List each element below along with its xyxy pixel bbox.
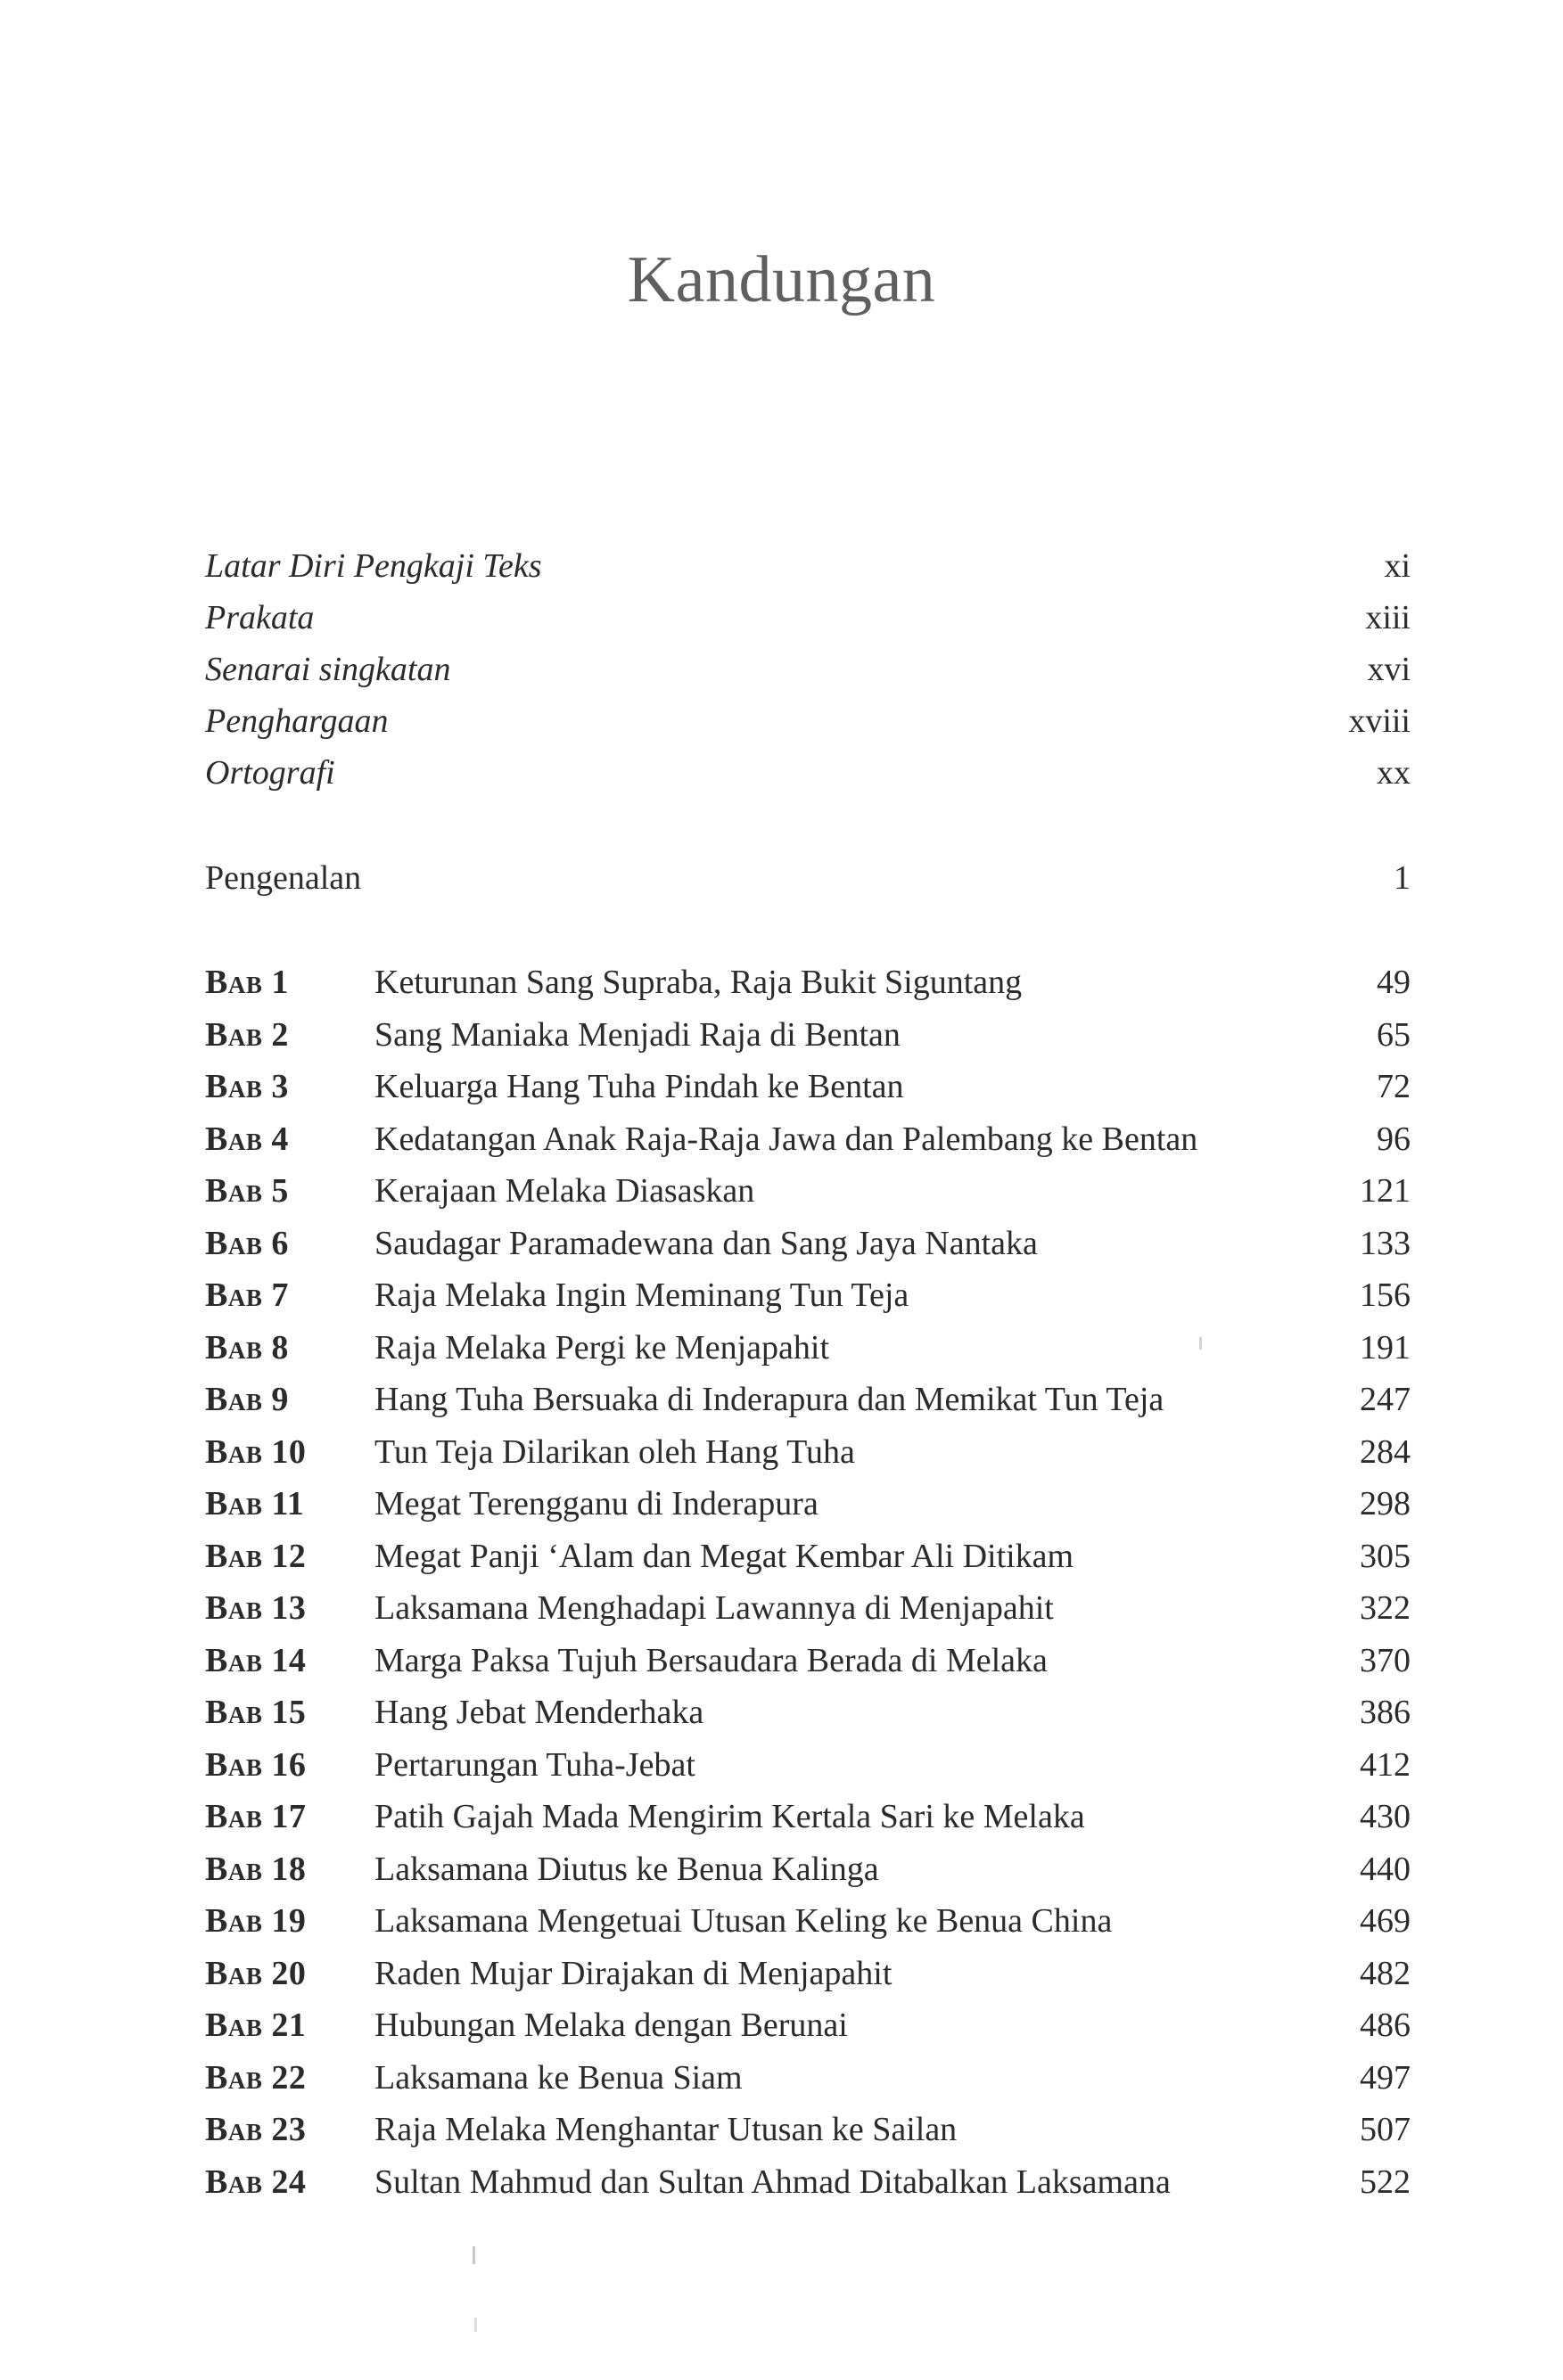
chapter-number: Bab 7 xyxy=(205,1276,289,1314)
scan-artifact xyxy=(1199,1337,1202,1350)
chapter-title: Hang Jebat Menderhaka xyxy=(374,1694,704,1731)
chapter-entry[interactable] xyxy=(205,1478,1411,1530)
page-number: 482 xyxy=(1360,1954,1411,1992)
chapter-number: Bab 9 xyxy=(205,1381,289,1418)
chapter-number: Bab 16 xyxy=(205,1745,307,1784)
chapter-number: Bab 2 xyxy=(205,1015,289,1054)
chapter-number: Bab 13 xyxy=(205,1589,307,1627)
page-number: 305 xyxy=(1360,1537,1411,1575)
chapter-title: Laksamana Mengetuai Utusan Keling ke Benua China xyxy=(374,1902,1113,1940)
introduction-entry[interactable] xyxy=(205,852,1411,904)
chapter-entry[interactable] xyxy=(205,1635,1411,1687)
chapter-number: Bab 3 xyxy=(205,1068,289,1105)
chapter-title: Laksamana Menghadapi Lawannya di Menjapahit xyxy=(374,1589,1054,1627)
page-title: Kandungan xyxy=(627,243,936,316)
page-number: 298 xyxy=(1360,1485,1411,1522)
chapter-entry[interactable] xyxy=(205,1165,1411,1217)
entry-label: Senarai singkatan xyxy=(205,651,451,688)
chapter-entry[interactable] xyxy=(205,1999,1411,2051)
chapter-number: Bab 14 xyxy=(205,1641,307,1679)
chapter-number: Bab 17 xyxy=(205,1798,307,1835)
chapter-entry[interactable] xyxy=(205,1895,1411,1947)
chapter-title: Megat Terengganu di Inderapura xyxy=(374,1485,819,1522)
chapter-title: Marga Paksa Tujuh Bersaudara Berada di Melaka xyxy=(374,1641,1048,1679)
front-matter-entry[interactable] xyxy=(205,747,1411,799)
front-matter-entry[interactable] xyxy=(205,644,1411,695)
chapter-number: Bab 6 xyxy=(205,1224,289,1262)
page-number: 1 xyxy=(1394,859,1411,897)
page-number: xx xyxy=(1377,754,1411,792)
page-number: 522 xyxy=(1360,2163,1411,2201)
page-number: 284 xyxy=(1360,1432,1411,1471)
front-matter-entry[interactable] xyxy=(205,695,1411,747)
page-number: 386 xyxy=(1360,1694,1411,1731)
chapter-entry[interactable] xyxy=(205,1791,1411,1842)
page-number: 121 xyxy=(1360,1172,1411,1210)
entry-label: Penghargaan xyxy=(205,702,389,740)
chapter-number: Bab 5 xyxy=(205,1172,289,1210)
chapter-entry[interactable] xyxy=(205,1374,1411,1425)
chapter-entry[interactable] xyxy=(205,1531,1411,1582)
chapter-title: Tun Teja Dilarikan oleh Hang Tuha xyxy=(374,1432,855,1471)
chapter-title: Keturunan Sang Supraba, Raja Bukit Siguntang xyxy=(374,964,1023,1001)
chapter-title: Raden Mujar Dirajakan di Menjapahit xyxy=(374,1954,893,1992)
chapter-title: Raja Melaka Menghantar Utusan ke Sailan xyxy=(374,2111,958,2148)
page-number: 72 xyxy=(1377,1068,1411,1105)
front-matter-entry[interactable] xyxy=(205,540,1411,592)
chapter-title: Megat Panji ‘Alam dan Megat Kembar Ali Ditikam xyxy=(374,1537,1074,1575)
chapter-number: Bab 11 xyxy=(205,1485,305,1522)
chapter-title: Raja Melaka Pergi ke Menjapahit xyxy=(374,1328,830,1366)
chapter-entry[interactable] xyxy=(205,1322,1411,1374)
chapter-number: Bab 15 xyxy=(205,1694,307,1731)
page-number: 96 xyxy=(1377,1120,1411,1158)
page-number: 486 xyxy=(1360,2007,1411,2044)
page-number: 497 xyxy=(1360,2058,1411,2097)
page-number: 156 xyxy=(1360,1276,1411,1314)
page-number: 247 xyxy=(1360,1381,1411,1418)
page-number: 191 xyxy=(1360,1328,1411,1366)
entry-label: Prakata xyxy=(205,599,315,636)
page-number: 412 xyxy=(1360,1745,1411,1784)
chapter-number: Bab 22 xyxy=(205,2058,307,2097)
entry-label: Pengenalan xyxy=(205,859,362,897)
chapter-title: Laksamana ke Benua Siam xyxy=(374,2058,743,2097)
chapter-entry[interactable] xyxy=(205,1687,1411,1738)
chapter-entry[interactable] xyxy=(205,2104,1411,2155)
chapter-entry[interactable] xyxy=(205,1582,1411,1634)
chapter-title: Hang Tuha Bersuaka di Inderapura dan Memikat Tun Teja xyxy=(374,1381,1164,1418)
chapter-title: Sang Maniaka Menjadi Raja di Bentan xyxy=(374,1015,901,1054)
page-number: xvi xyxy=(1367,651,1411,688)
chapter-entry[interactable] xyxy=(205,1426,1411,1478)
chapter-number: Bab 24 xyxy=(205,2163,307,2201)
scan-artifact xyxy=(474,2318,477,2332)
chapter-number: Bab 21 xyxy=(205,2007,307,2044)
page-number: xi xyxy=(1384,547,1411,585)
chapter-entry[interactable] xyxy=(205,1113,1411,1165)
chapter-number: Bab 23 xyxy=(205,2111,307,2148)
page-number: 507 xyxy=(1360,2111,1411,2148)
chapter-entry[interactable] xyxy=(205,1009,1411,1061)
chapter-entry[interactable] xyxy=(205,1269,1411,1321)
chapter-number: Bab 10 xyxy=(205,1432,307,1471)
chapter-entry[interactable] xyxy=(205,1218,1411,1269)
chapter-number: Bab 1 xyxy=(205,964,289,1001)
chapter-title: Patih Gajah Mada Mengirim Kertala Sari ke Melaka xyxy=(374,1798,1085,1835)
chapter-entry[interactable] xyxy=(205,1948,1411,1999)
chapter-number: Bab 4 xyxy=(205,1120,289,1158)
chapter-entry[interactable] xyxy=(205,1061,1411,1112)
chapter-entry[interactable] xyxy=(205,2156,1411,2208)
chapter-title: Laksamana Diutus ke Benua Kalinga xyxy=(374,1850,879,1888)
page-number: 440 xyxy=(1360,1850,1411,1888)
chapter-entry[interactable] xyxy=(205,956,1411,1008)
chapter-title: Pertarungan Tuha-Jebat xyxy=(374,1745,695,1784)
scan-artifact xyxy=(473,2246,475,2264)
chapter-entry[interactable] xyxy=(205,2052,1411,2104)
page-number: 430 xyxy=(1360,1798,1411,1835)
page-number: 65 xyxy=(1377,1015,1411,1054)
chapter-entry[interactable] xyxy=(205,1739,1411,1791)
entry-label: Ortografi xyxy=(205,754,335,792)
chapter-title: Hubungan Melaka dengan Berunai xyxy=(374,2007,848,2044)
chapter-number: Bab 19 xyxy=(205,1902,307,1940)
page-number: xiii xyxy=(1365,599,1411,636)
chapter-number: Bab 12 xyxy=(205,1537,307,1575)
chapter-title: Raja Melaka Ingin Meminang Tun Teja xyxy=(374,1276,909,1314)
page-number: xviii xyxy=(1348,702,1411,740)
chapter-title: Kerajaan Melaka Diasaskan xyxy=(374,1172,755,1210)
chapter-title: Saudagar Paramadewana dan Sang Jaya Nantaka xyxy=(374,1224,1038,1262)
chapter-title: Sultan Mahmud dan Sultan Ahmad Ditabalkan Laksamana xyxy=(374,2163,1171,2201)
entry-label: Latar Diri Pengkaji Teks xyxy=(205,547,542,585)
page-number: 322 xyxy=(1360,1589,1411,1627)
page-number: 49 xyxy=(1377,964,1411,1001)
chapter-number: Bab 18 xyxy=(205,1850,307,1888)
chapter-number: Bab 8 xyxy=(205,1328,289,1366)
chapter-entry[interactable] xyxy=(205,1843,1411,1895)
front-matter-entry[interactable] xyxy=(205,592,1411,644)
page-number: 133 xyxy=(1360,1224,1411,1262)
page-number: 469 xyxy=(1360,1902,1411,1940)
page-number: 370 xyxy=(1360,1641,1411,1679)
chapter-title: Keluarga Hang Tuha Pindah ke Bentan xyxy=(374,1068,904,1105)
chapter-number: Bab 20 xyxy=(205,1954,307,1992)
chapter-title: Kedatangan Anak Raja-Raja Jawa dan Palembang ke Bentan xyxy=(374,1120,1198,1158)
